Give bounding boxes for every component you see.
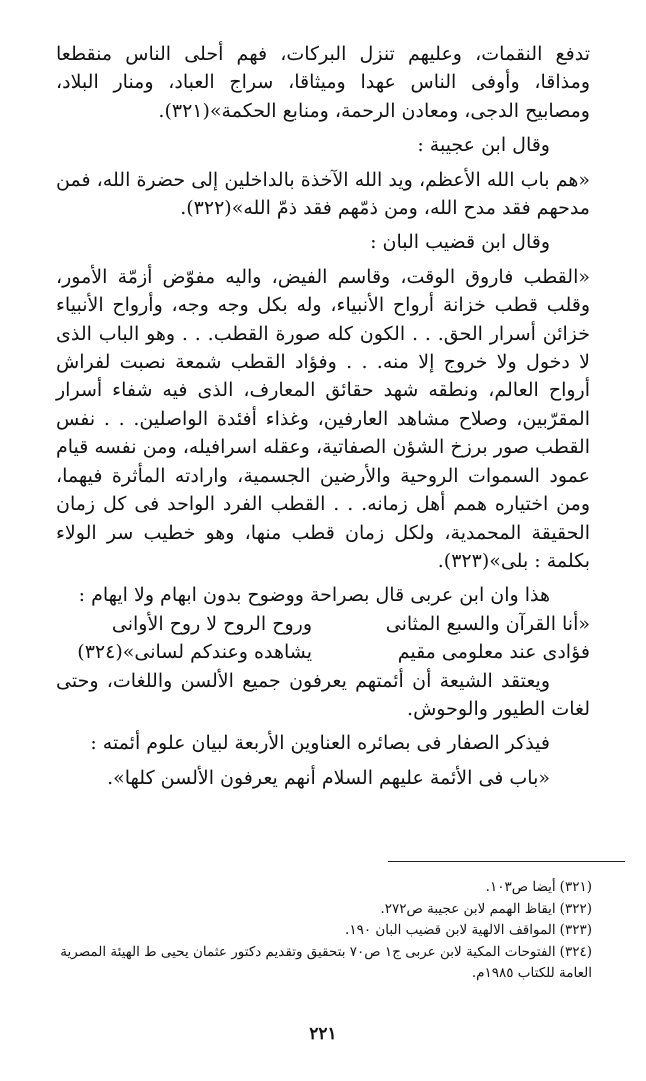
- quote-saffar: «باب فى الأئمة عليهم السلام أنهم يعرفون الألسن كلها».: [107, 766, 550, 789]
- poem-hemistich: وروح الروح لا روح الأوانى: [111, 612, 312, 635]
- quote-intro-ibn-arabi: هذا وان ابن عربى قال بصراحة ووضوح بدون ابهام ولا ايهام :: [78, 584, 550, 607]
- footnote-item: [34, 920, 592, 942]
- poem: [56, 610, 590, 667]
- quote-intro-ibn-ajiba: وقال ابن عجيبة :: [417, 134, 550, 157]
- quote-intro-ibn-qadib: وقال ابن قضيب البان :: [370, 231, 550, 254]
- quote-ibn-qadib: «القطب فاروق الوقت، وقاسم الفيض، واليه مفوّض أزمّة الأمور، وقلب قطب خزانة أرواح الأنبياء، وله بكل وجه وجه، وأرواح الأنبياء خزائن أسرار الحق. . . الكون كله صورة القطب. . . وهو الباب الذى لا دخول ولا خروج إلا منه. . . وفؤاد القطب شمعة نصبت لفراش أرواح العالم، ونطقه شهد حقائق المعارف، الذى فيه شفاء أسرار المقرّبين، وصلاح مشاهد العارفين، وغذاء أفئدة الواصلين. . . نفس القطب صور برزخ الشؤن الصفاتية، وعقله اسرافيله، ومن نفسه قيام عمود السموات الروحية والأرضين الجسمية، وارادته المأثرة فيهما، ومن اختياره همم أهل زمانه. . . القطب الفرد الواحد فى كل زمان الحقيقة المحمدية، ولكل زمان قطب منها، وهو خطيب سر الولاء بكلمة : بلى»(٣٢٣).: [56, 265, 590, 572]
- footnote-text: المواقف الالهية لابن قضيب البان ١٩٠.: [345, 922, 556, 938]
- footnote-number: (٣٢٣): [559, 922, 592, 938]
- footnote-item: [34, 942, 592, 985]
- poem-hemistich: فؤادى عند معلومى مقيم: [397, 641, 590, 664]
- footnote-number: (٣٢٢): [559, 900, 592, 917]
- footnote-text: أيضا ص١٠٣.: [485, 879, 556, 895]
- footnote-number: (٣٢١): [559, 879, 592, 895]
- footnote-text: الفتوحات المكية لابن عربى ج١ ص٧٠ بتحقيق وتقديم دكتور عثمان يحيى ط الهيئة المصرية العامة للكتاب ١٩٨٥م.: [60, 943, 592, 981]
- poem-hemistich: يشاهده وعندكم لسانى»(٣٢٤): [77, 641, 312, 664]
- paragraph-continuation: تدفع النقمات، وعليهم تنزل البركات، فهم أحلى الناس منقطعا ومذاقا، وأوفى الناس عهدا وميثاقا، سراج العباد، ومنار البلاد، ومصابيح الدجى، ومعادن الرحمة، ومنابع الحكمة»(٣٢١).: [56, 43, 590, 122]
- footnotes: [34, 877, 592, 985]
- footnote-item: [34, 877, 592, 899]
- quote-intro-saffar: فيذكر الصفار فى بصائره العناوين الأربعة لبيان علوم أئمته :: [90, 732, 550, 755]
- quote-ibn-ajiba: «هم باب الله الأعظم، ويد الله الآخذة بالداخلين إلى حضرة الله، فمن مدحهم فقد مدح الله، ومن ذمّهم فقد ذمّ الله»(٣٢٢).: [56, 168, 590, 220]
- poem-hemistich: «أنا القرآن والسبع المثانى: [385, 612, 590, 635]
- paragraph-shia-belief: ويعتقد الشيعة أن أئمتهم يعرفون جميع الألسن واللغات، وحتى لغات الطيور والوحوش.: [56, 669, 590, 720]
- footnote-divider: [388, 861, 625, 862]
- footnote-number: (٣٢٤): [559, 943, 592, 960]
- page-number: ٢٢١: [309, 1024, 337, 1044]
- footnote-item: [34, 899, 592, 921]
- footnote-text: ايقاظ الهمم لابن عجيبة ص٢٧٢.: [380, 900, 556, 917]
- main-text: [56, 40, 590, 792]
